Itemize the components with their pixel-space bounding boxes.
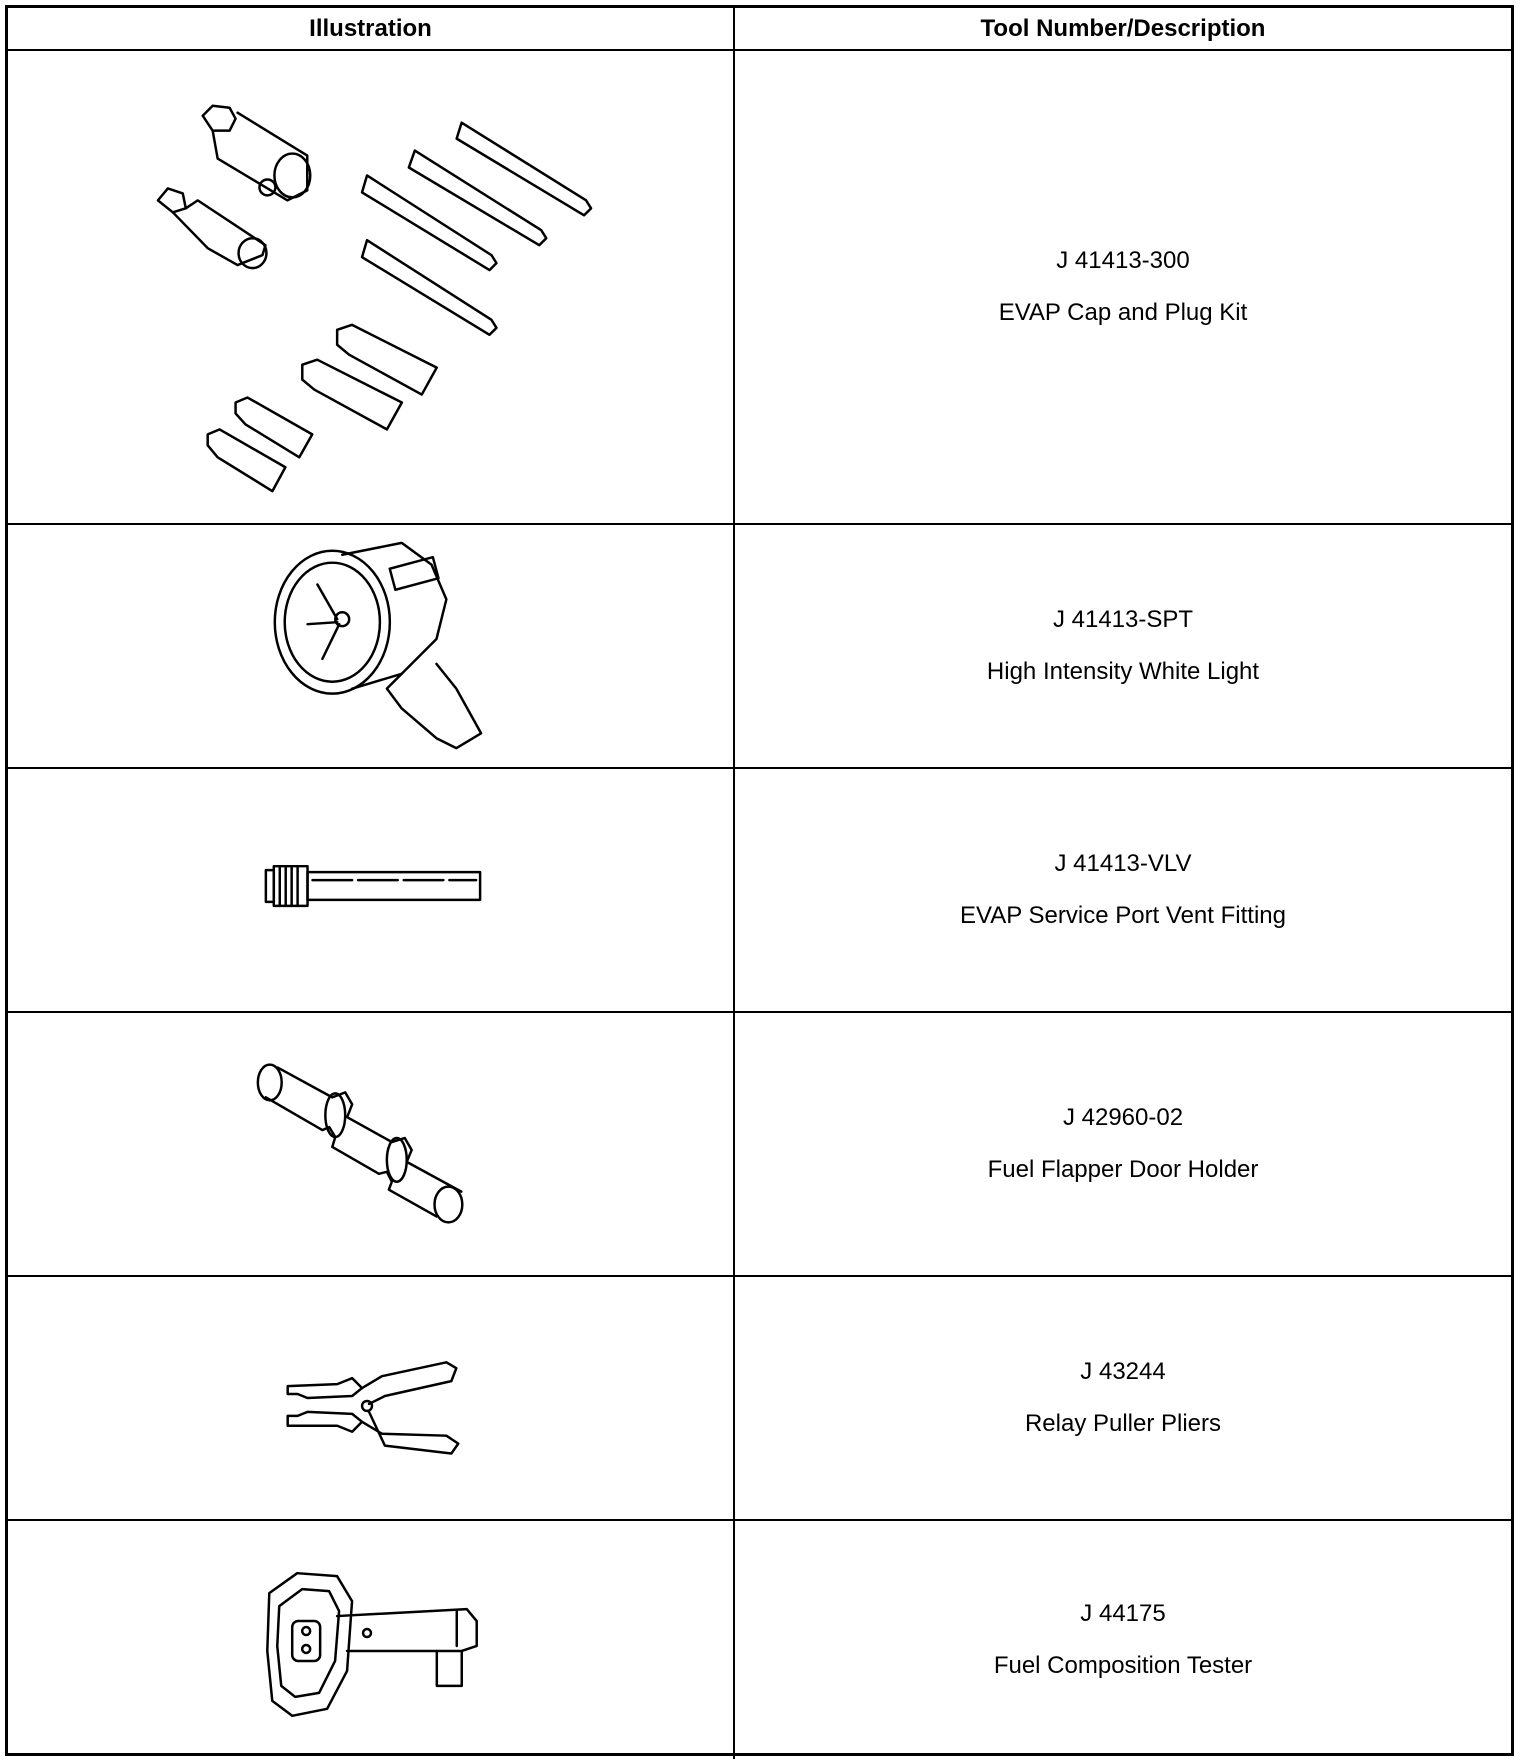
- table-row: [8, 51, 1511, 525]
- tool-description: High Intensity White Light: [986, 658, 1260, 685]
- tool-number: J 41413-VLV: [1054, 850, 1192, 877]
- illustration-cell: [8, 525, 735, 767]
- tool-number: J 43244: [1080, 1358, 1166, 1385]
- description-cell: [735, 1013, 1511, 1275]
- table-row: [8, 1277, 1511, 1521]
- tool-number: J 41413-SPT: [1052, 606, 1194, 633]
- tool-number: J 42960-02: [1062, 1104, 1184, 1131]
- header-illustration: Illustration: [8, 8, 735, 49]
- tool-table: [5, 5, 1514, 1756]
- tool-description: EVAP Cap and Plug Kit: [998, 299, 1248, 326]
- illustration-cell: [8, 1521, 735, 1759]
- illustration-cell: [8, 1013, 735, 1275]
- table-row: [8, 525, 1511, 769]
- tool-description: Fuel Composition Tester: [993, 1652, 1253, 1679]
- description-cell: [735, 1521, 1511, 1759]
- tool-description: EVAP Service Port Vent Fitting: [960, 902, 1286, 929]
- tool-description: Relay Puller Pliers: [1024, 1410, 1222, 1437]
- pliers-icon: [8, 1277, 733, 1519]
- spotlight-icon: [8, 525, 733, 767]
- vent-fitting-icon: [8, 769, 733, 1011]
- header-tool: Tool Number/Description: [980, 14, 1266, 42]
- illustration-cell: [8, 1277, 735, 1519]
- cap-and-plug-kit-icon: [8, 51, 733, 523]
- description-cell: [735, 1277, 1511, 1519]
- tool-number: J 44175: [1080, 1600, 1166, 1627]
- tool-number: J 41413-300: [1056, 247, 1190, 274]
- table-row: [8, 1013, 1511, 1277]
- table-row: [8, 1521, 1511, 1759]
- table-header: [8, 8, 1511, 51]
- table-row: [8, 769, 1511, 1013]
- composition-tester-icon: [8, 1521, 733, 1759]
- illustration-cell: [8, 51, 735, 523]
- illustration-cell: [8, 769, 735, 1011]
- description-cell: [735, 769, 1511, 1011]
- flapper-door-holder-icon: [8, 1013, 733, 1275]
- description-cell: [735, 525, 1511, 767]
- tool-description: Fuel Flapper Door Holder: [987, 1156, 1259, 1183]
- description-cell: [735, 51, 1511, 523]
